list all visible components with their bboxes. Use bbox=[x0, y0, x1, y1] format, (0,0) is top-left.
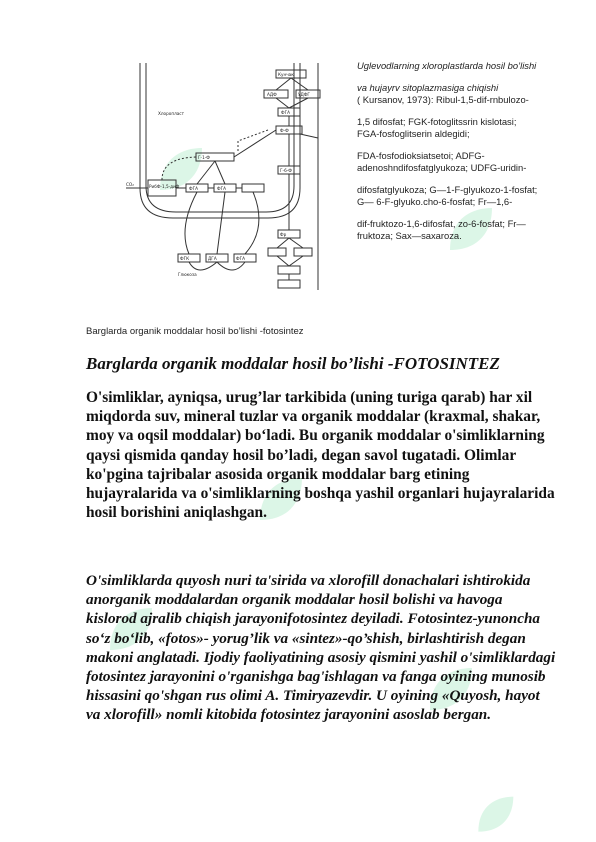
scheme-label-b1: ФГА bbox=[189, 186, 199, 191]
caption-line: G— 6-F-glyuko.cho-6-fosfat; Fr—1,6- bbox=[357, 196, 513, 207]
body-paragraph-1 bbox=[86, 388, 556, 522]
scheme-label-co2: СО₂ bbox=[126, 182, 134, 187]
caption-line: 1,5 difosfat; FGK-fotoglitssrin kislotasi; bbox=[357, 116, 517, 127]
scheme-label-xloroplast: Хлоропласт bbox=[158, 111, 185, 116]
scheme-label-udf: УДФГ bbox=[298, 92, 310, 97]
scheme-label-fga: ФГА bbox=[281, 110, 291, 115]
figure-label: Barglarda organik moddalar hosil bo’lishi -fotosintez bbox=[86, 326, 304, 337]
scheme-label-top: Кунчак bbox=[278, 72, 294, 77]
scheme-diagram bbox=[118, 58, 343, 290]
scheme-label-b2: ФГА bbox=[217, 186, 227, 191]
caption-line: adenoshndifosfatglyukoza; UDFG-uridin- bbox=[357, 162, 527, 173]
figure-caption bbox=[357, 60, 562, 282]
scheme-label-g6: Г-6-Ф bbox=[280, 168, 292, 173]
paragraph-text: O'simliklar, ayniqsa, urug’lar tarkibida (uning turiga qarab) har xil miqdorda suv, mineral tuzlar va organik moddalar (kraxmal, shakar, moy va oqsil moddalar) bo‘ladi. Bu organik moddalar o'simliklarning qaysi qismida qanday hosil bo’ladi, degan savol tugatadi. Olimlar ko'pgina tajribalar asosida organik moddalar barg etining hujayralarida va o'simliklarning boshqa yashil organlari hujayralarida hosil borishini aniqlashgan. bbox=[86, 389, 555, 522]
caption-line: Uglevodlarning xloroplastlarda hosil bo’lishi bbox=[357, 60, 537, 71]
caption-line: difosfatglyukoza; G—1-F-glyukozo-1-fosfat; bbox=[357, 184, 538, 195]
caption-line: fruktoza; Sax—saxaroza. bbox=[357, 230, 462, 241]
paragraph-text: O'simliklarda quyosh nuri ta'sirida va xlorofill donachalari ishtirokida anorganik moddalardan organik moddalar hosil bolishi va havoga kislorod ajralib chiqish jarayonifotosintez deyiladi. Fotosintez-yunoncha so‘z bo‘lib, «fotos»- yorug’lik va «sintez»-qo’shish, birlashtirish degan makoni anglatadi. Ijodiy faoliyatining asosiy qismini yashil o'simliklardagi fotosintez jarayonini o'rganishga bag'ishlagan va fanga oyining munosib hissasini qo'shgan rus olimi A. Timiryazevdir. U oyining «Quyosh, hayot va xlorofill» nomli kitobida fotosintez jarayonini asoslab bergan. bbox=[86, 572, 556, 724]
scheme-label-glyukoza: Глюкоза bbox=[178, 272, 197, 277]
scheme-label-adf: АДФ bbox=[267, 92, 277, 97]
caption-line: ( Kursanov, 1973): Ribul-1,5-dif-rnbulozo- bbox=[357, 94, 529, 105]
page-title: Barglarda organik moddalar hosil bo’lishi -FOTOSINTEZ bbox=[86, 354, 500, 373]
scheme-label-fr: Фр bbox=[280, 232, 287, 237]
caption-line: FGA-fosfoglitserin aldegidi; bbox=[357, 128, 470, 139]
scheme-label-bottom1: ФГК bbox=[180, 256, 190, 261]
caption-line: FDA-fosfodioksiatsetoi; ADFG- bbox=[357, 150, 485, 161]
scheme-label-left: РибФ-1,5-диФ bbox=[149, 184, 180, 189]
body-paragraph-2 bbox=[86, 571, 556, 725]
caption-line: va hujayrv sitoplazmasiga chiqishi bbox=[357, 82, 499, 93]
caption-line: dif-fruktozo-1,6-difosfat, zo-6-fosfat; Fr— bbox=[357, 218, 526, 229]
chloroplast-scheme-figure bbox=[118, 58, 343, 290]
scheme-label-bottom3: ФГА bbox=[236, 256, 246, 261]
scheme-label-g1: Г-1-Ф bbox=[198, 155, 210, 160]
scheme-label-bottom2: ДГА bbox=[208, 256, 217, 261]
caption-fade bbox=[357, 262, 562, 284]
watermark-leaf-icon bbox=[470, 790, 520, 840]
scheme-label-ff: Ф-Ф bbox=[280, 128, 289, 133]
